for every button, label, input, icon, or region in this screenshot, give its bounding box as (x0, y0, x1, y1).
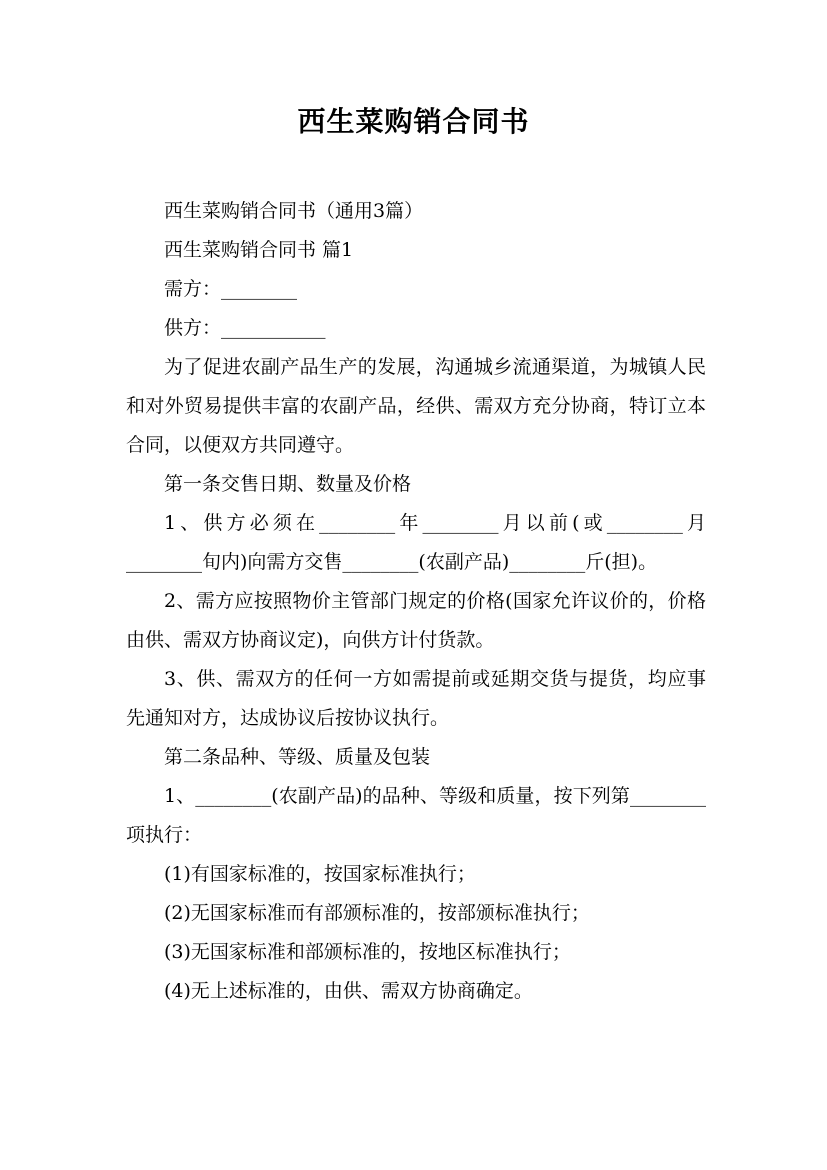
preamble-paragraph: 为了促进农副产品生产的发展，沟通城乡流通渠道，为城镇人民和对外贸易提供丰富的农副产品，经供、需双方充分协商，特订立本合同，以便双方共同遵守。 (126, 356, 706, 456)
article-1-clause-3: 3、供、需双方的任何一方如需提前或延期交货与提货，均应事先通知对方，达成协议后按协议执行。 (126, 668, 706, 729)
standard-item-4: (4)无上述标准的，由供、需双方协商确定。 (164, 980, 533, 1002)
standard-item-2: (2)无国家标准而有部颁标准的，按部颁标准执行； (164, 902, 590, 924)
article-1-heading: 第一条交售日期、数量及价格 (164, 473, 412, 495)
section-heading: 西生菜购销合同书 篇1 (164, 239, 354, 261)
article-2-heading: 第二条品种、等级、质量及包装 (164, 746, 431, 768)
supplier-line: 供方：___________ (164, 317, 326, 339)
article-1-clause-1: 1、供方必须在________年________月以前(或________月________旬内)向需方交售________(农副产品)________斤(担)。 (126, 512, 706, 573)
subtitle-paragraph: 西生菜购销合同书（通用3篇） (164, 200, 424, 222)
document-body (126, 192, 706, 1011)
article-2-clause-1: 1、________(农副产品)的品种、等级和质量，按下列第________项执行： (126, 785, 706, 846)
standard-item-1: (1)有国家标准的，按国家标准执行； (164, 863, 476, 885)
document-title: 西生菜购销合同书 (297, 105, 530, 138)
standard-item-3: (3)无国家标准和部颁标准的，按地区标准执行； (164, 941, 571, 963)
article-1-clause-2: 2、需方应按照物价主管部门规定的价格(国家允许议价的，价格由供、需双方协商议定)，向供方计付货款。 (126, 590, 706, 651)
buyer-line: 需方：________ (164, 278, 298, 300)
